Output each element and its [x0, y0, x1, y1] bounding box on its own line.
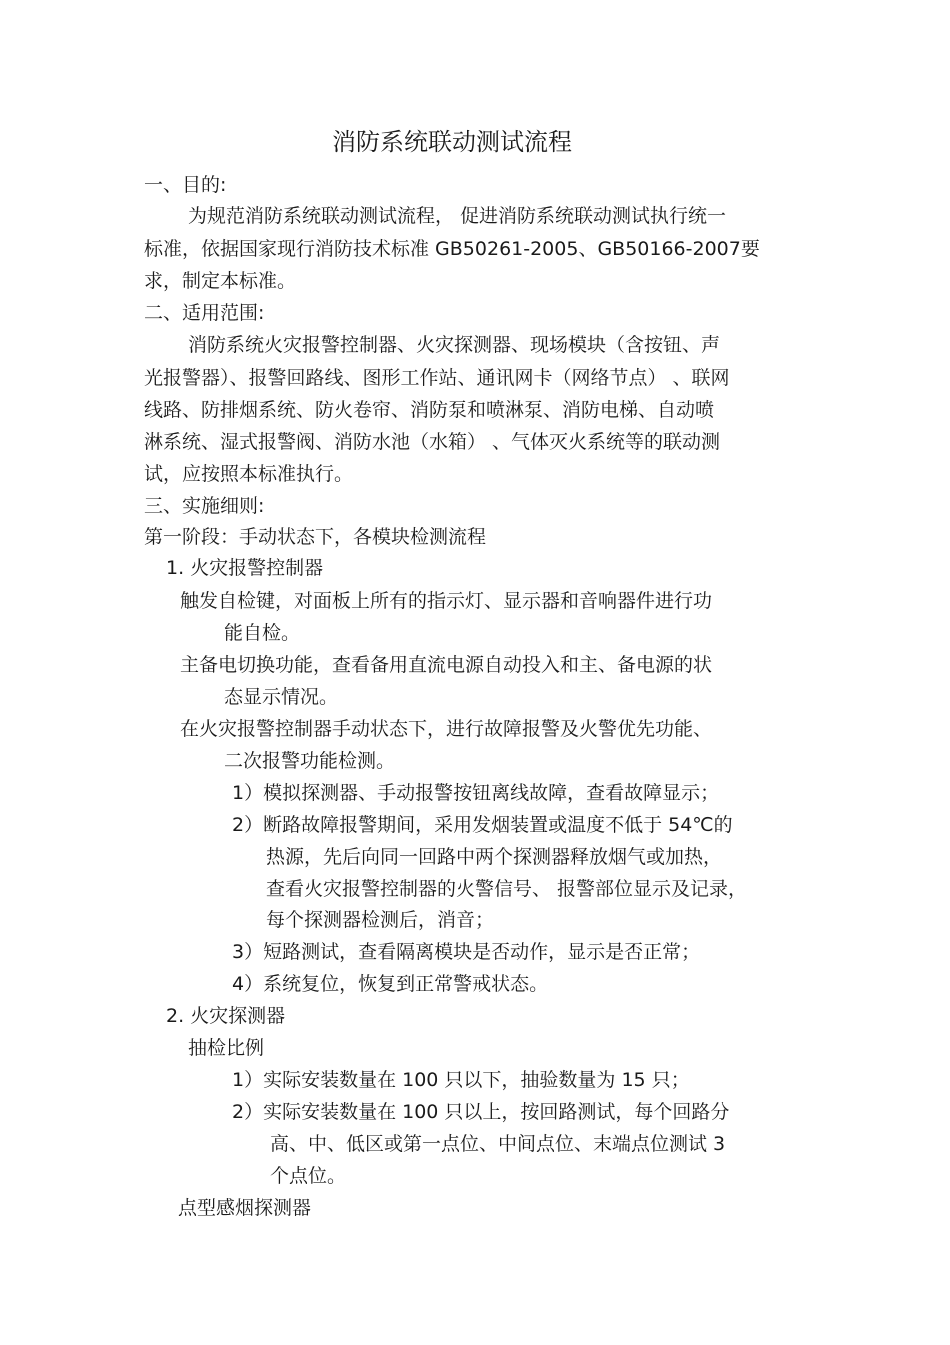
list-item: 1）模拟探测器、手动报警按钮离线故障，查看故障显示；	[232, 782, 720, 804]
paragraph-line: 线路、防排烟系统、防火卷帘、消防泵和喷淋泵、消防电梯、自动喷	[144, 399, 715, 421]
list-item: 2）断路故障报警期间，采用发烟装置或温度不低于 54℃的	[232, 814, 733, 836]
paragraph-line: 标准，依据国家现行消防技术标准 GB50261-2005、GB50166-2007要	[144, 238, 760, 260]
list-item: 2）实际安装数量在 100 只以上，按回路测试，每个回路分	[232, 1101, 730, 1123]
paragraph-line: 在火灾报警控制器手动状态下，进行故障报警及火警优先功能、	[180, 718, 713, 740]
paragraph-line: 能自检。	[224, 622, 301, 644]
paragraph-line: 淋系统、湿式报警阀、消防水池（水箱） 、气体灭火系统等的联动测	[144, 431, 721, 453]
sub-heading: 抽检比例	[188, 1037, 265, 1059]
list-item-continuation: 个点位。	[270, 1165, 347, 1187]
section-heading: 三、实施细则:	[144, 495, 265, 517]
list-item: 4）系统复位，恢复到正常警戒状态。	[232, 973, 549, 995]
list-item: 1）实际安装数量在 100 只以下，抽验数量为 15 只；	[232, 1069, 690, 1091]
list-item-continuation: 查看火灾报警控制器的火警信号、 报警部位显示及记录，	[266, 878, 748, 900]
paragraph-line: 触发自检键，对面板上所有的指示灯、显示器和音响器件进行功	[180, 590, 713, 612]
list-item-continuation: 高、中、低区或第一点位、中间点位、末端点位测试 3	[270, 1133, 726, 1155]
sub-heading: 点型感烟探测器	[178, 1197, 312, 1219]
item-heading: 2. 火灾探测器	[166, 1005, 286, 1027]
paragraph-line: 消防系统火灾报警控制器、火灾探测器、现场模块（含按钮、声	[188, 334, 721, 356]
paragraph-line: 态显示情况。	[224, 686, 339, 708]
list-item: 3）短路测试，查看隔离模块是否动作，显示是否正常；	[232, 941, 701, 963]
paragraph-line: 试，应按照本标准执行。	[144, 463, 354, 485]
section-heading: 二、适用范围:	[144, 302, 265, 324]
list-item-continuation: 热源，先后向同一回路中两个探测器释放烟气或加热，	[266, 846, 723, 868]
paragraph-line: 求，制定本标准。	[144, 270, 297, 292]
paragraph-line: 主备电切换功能，查看备用直流电源自动投入和主、备电源的状	[180, 654, 713, 676]
item-heading: 1. 火灾报警控制器	[166, 557, 324, 579]
section-heading: 一、目的:	[144, 174, 227, 196]
paragraph-line: 为规范消防系统联动测试流程， 促进消防系统联动测试执行统一	[188, 205, 727, 227]
list-item-continuation: 每个探测器检测后，消音；	[266, 909, 495, 931]
document-title: 消防系统联动测试流程	[332, 128, 572, 156]
stage-heading: 第一阶段：手动状态下，各模块检测流程	[144, 526, 487, 548]
paragraph-line: 光报警器）、报警回路线、图形工作站、通讯网卡（网络节点） 、联网	[144, 367, 730, 389]
paragraph-line: 二次报警功能检测。	[224, 750, 396, 772]
